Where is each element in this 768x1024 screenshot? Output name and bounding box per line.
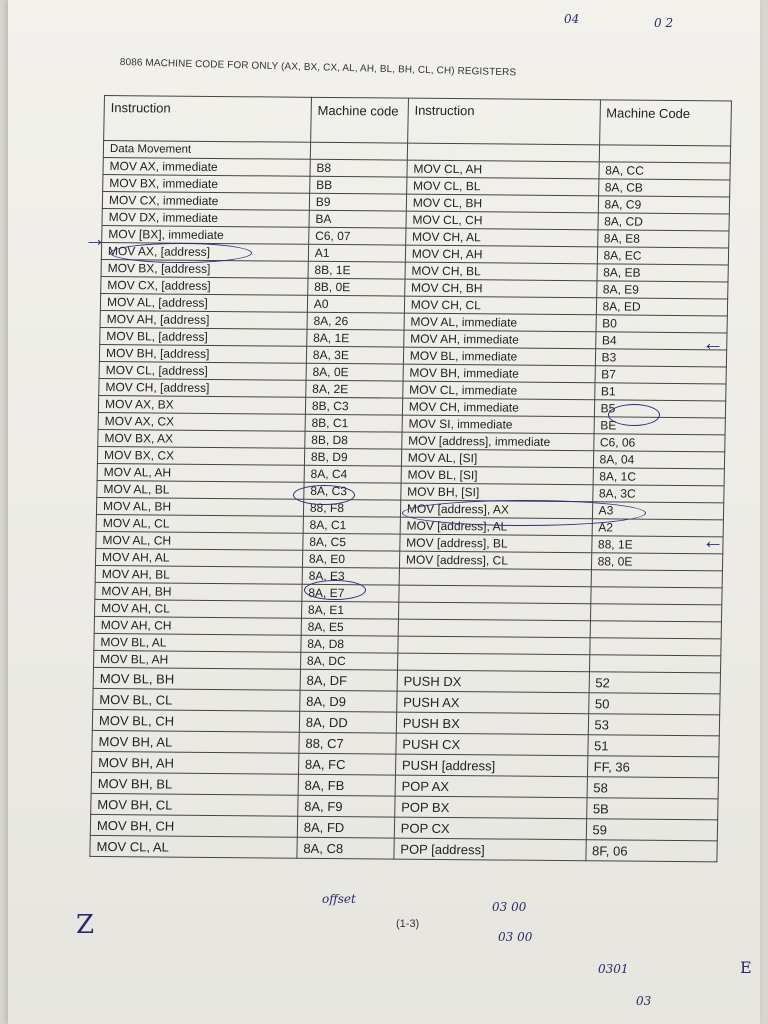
machine-code-cell: A0	[307, 295, 404, 313]
pen-circle-mark	[304, 580, 366, 600]
machine-code-cell: 8A, E5	[301, 618, 398, 636]
handwritten-note-top-left: 04	[564, 12, 580, 26]
machine-code-cell: 8A, 1E	[307, 329, 404, 347]
instruction-cell-2	[398, 602, 590, 621]
machine-code-cell-2: B7	[595, 366, 727, 384]
pen-circle-mark	[293, 485, 355, 505]
machine-code-cell-2: B3	[595, 349, 727, 367]
instruction-cell-2: MOV CL, BH	[406, 194, 598, 213]
machine-code-cell-2	[590, 604, 722, 622]
instruction-cell-2: MOV CH, AH	[405, 245, 597, 264]
instruction-cell: MOV BH, CL	[91, 793, 298, 816]
instruction-cell-2: MOV [address], immediate	[402, 432, 594, 451]
instruction-cell: MOV BH, AH	[91, 751, 298, 774]
instruction-cell: MOV BL, CL	[93, 688, 300, 711]
instruction-cell: MOV BX, CX	[97, 446, 304, 465]
instruction-cell-2	[399, 568, 591, 587]
instruction-cell: MOV AL, [address]	[100, 293, 307, 312]
machine-code-cell: 8A, FC	[298, 753, 395, 775]
machine-code-cell-2: A2	[592, 519, 724, 537]
machine-code-cell-2: 8A, 1C	[593, 468, 725, 486]
instruction-cell: MOV BL, AH	[94, 650, 301, 669]
table-header-row	[104, 96, 732, 146]
machine-code-cell-2	[591, 570, 723, 588]
machine-code-cell-2	[590, 621, 722, 639]
machine-code-cell-2: 8A, EB	[597, 264, 729, 282]
pen-arrow-icon: →	[84, 226, 106, 251]
instruction-cell-2: MOV AL, [SI]	[401, 449, 593, 468]
machine-code-table	[89, 95, 732, 862]
instruction-cell: MOV AH, BH	[95, 582, 302, 601]
instruction-cell-2: MOV [address], CL	[399, 551, 591, 570]
instruction-cell-2: MOV BL, immediate	[403, 347, 595, 366]
page-number: (1-3)	[396, 918, 420, 930]
instruction-cell-2: MOV [address], AX	[400, 500, 592, 519]
instruction-cell: MOV AH, CL	[94, 599, 301, 618]
machine-code-cell: 8A, D8	[301, 635, 398, 653]
instruction-cell-2: MOV CH, AL	[405, 228, 597, 247]
instruction-cell: MOV AL, CL	[96, 514, 303, 533]
machine-code-cell: 8B, C3	[305, 397, 402, 415]
machine-code-cell: 8A, F9	[298, 795, 395, 817]
machine-code-cell-2: 53	[588, 714, 720, 736]
machine-code-cell-2: 8A, CB	[598, 179, 730, 197]
instruction-cell-2	[398, 619, 590, 638]
machine-code-cell: 8A, DD	[299, 711, 396, 733]
page-heading: 8086 MACHINE CODE FOR ONLY (AX, BX, CX, AL, AH, BL, BH, CL, CH) REGISTERS	[119, 57, 517, 79]
section-empty-cell	[407, 143, 599, 162]
instruction-cell-2: POP CX	[394, 817, 586, 840]
instruction-cell-2: MOV CH, CL	[404, 296, 596, 315]
instruction-cell-2	[399, 585, 591, 604]
machine-code-cell-2: 8A, E8	[597, 230, 729, 248]
instruction-cell: MOV AH, [address]	[100, 310, 307, 329]
machine-code-cell-2: C6, 06	[593, 434, 725, 452]
machine-code-cell: 8A, FB	[298, 774, 395, 796]
machine-code-cell-2: FF, 36	[587, 756, 719, 778]
instruction-cell: MOV CX, [address]	[101, 276, 308, 295]
instruction-cell-2: PUSH AX	[396, 691, 588, 714]
instruction-cell: MOV AH, AL	[95, 548, 302, 567]
pen-arrow-icon: ←	[702, 330, 724, 355]
machine-code-cell-2: 5B	[586, 798, 718, 820]
header-machine-code: Machine code	[310, 97, 408, 143]
instruction-cell: MOV AH, CH	[94, 616, 301, 635]
instruction-cell-2: MOV CL, CH	[406, 211, 598, 230]
machine-code-cell-2: B1	[594, 383, 726, 401]
machine-code-cell: 8B, C1	[305, 414, 402, 432]
machine-code-cell: 8A, 0E	[306, 363, 403, 381]
instruction-cell-2: PUSH DX	[397, 670, 589, 693]
machine-code-cell: 8A, C1	[303, 516, 400, 534]
machine-code-cell-2	[589, 655, 721, 673]
machine-code-cell: 8B, 1E	[308, 261, 405, 279]
machine-code-cell-2: B5	[594, 400, 726, 418]
machine-code-cell-2	[589, 638, 721, 656]
instruction-cell-2: MOV CL, BL	[406, 177, 598, 196]
instruction-cell-2	[398, 636, 590, 655]
instruction-cell-2: MOV CH, immediate	[402, 398, 594, 417]
machine-code-cell-2: 59	[586, 819, 718, 841]
instruction-cell: MOV BL, AL	[94, 633, 301, 652]
machine-code-cell-2: 8F, 06	[585, 840, 717, 862]
instruction-cell: MOV AL, AH	[97, 463, 304, 482]
instruction-cell-2: PUSH BX	[396, 712, 588, 735]
instruction-cell: MOV BX, immediate	[103, 174, 310, 193]
instruction-cell: MOV [BX], immediate	[102, 225, 309, 244]
instruction-cell: MOV CL, [address]	[99, 361, 306, 380]
machine-code-cell-2: 52	[589, 672, 721, 694]
handwritten-note: 03 00	[498, 930, 533, 944]
instruction-cell-2: PUSH [address]	[395, 754, 587, 777]
machine-code-cell: 8A, FD	[297, 816, 394, 838]
instruction-cell: MOV BH, BL	[91, 772, 298, 795]
machine-code-cell: 8B, 0E	[308, 278, 405, 296]
instruction-cell: MOV BH, [address]	[99, 344, 306, 363]
instruction-cell: MOV AH, BL	[95, 565, 302, 584]
machine-code-cell: 8A, D9	[300, 690, 397, 712]
machine-code-cell-2: 8A, C9	[598, 196, 730, 214]
pen-circle-mark	[402, 500, 646, 526]
pen-circle-mark	[608, 404, 660, 426]
machine-code-cell-2: BE	[594, 417, 726, 435]
machine-code-cell-2: B4	[595, 332, 727, 350]
table-row	[90, 835, 717, 861]
machine-code-cell-2: 8A, CD	[598, 213, 730, 231]
instruction-cell: MOV BH, CH	[90, 814, 297, 837]
instruction-cell-2: MOV CH, BL	[405, 262, 597, 281]
machine-code-cell-2: 8A, ED	[596, 298, 728, 316]
section-empty-cell	[599, 145, 731, 163]
machine-code-cell: 88, F8	[303, 499, 400, 517]
machine-code-cell: 8A, 2E	[306, 380, 403, 398]
instruction-cell: MOV AX, CX	[98, 412, 305, 431]
machine-code-cell: B8	[310, 159, 407, 177]
machine-code-cell: 8B, D8	[305, 431, 402, 449]
instruction-cell: MOV AL, BH	[96, 497, 303, 516]
machine-code-cell: 8A, 3E	[306, 346, 403, 364]
handwritten-letter: Z	[76, 910, 95, 940]
machine-code-cell-2: B0	[596, 315, 728, 333]
instruction-cell-2: MOV AH, immediate	[403, 330, 595, 349]
machine-code-cell: B9	[309, 193, 406, 211]
pen-circle-mark	[110, 243, 252, 263]
instruction-cell: MOV AX, [address]	[101, 242, 308, 261]
instruction-cell-2: MOV [address], BL	[400, 534, 592, 553]
instruction-cell-2: MOV SI, immediate	[402, 415, 594, 434]
machine-code-cell-2: 51	[587, 735, 719, 757]
pen-arrow-icon: ←	[702, 528, 724, 553]
machine-code-cell: 8A, C4	[304, 465, 401, 483]
instruction-cell: MOV CL, AL	[90, 835, 297, 858]
instruction-cell-2: POP [address]	[394, 838, 586, 861]
machine-code-cell: 8A, DF	[300, 669, 397, 691]
instruction-cell: MOV BL, [address]	[100, 327, 307, 346]
machine-code-cell: 8B, D9	[304, 448, 401, 466]
instruction-cell-2: MOV BH, [SI]	[401, 483, 593, 502]
machine-code-cell-2	[590, 587, 722, 605]
handwritten-note: 0301	[598, 962, 629, 976]
instruction-cell: MOV AL, BL	[97, 480, 304, 499]
handwritten-letter: E	[740, 958, 752, 977]
machine-code-cell-2: 88, 0E	[591, 553, 723, 571]
header-machine-code-2: Machine Code	[599, 100, 731, 146]
machine-code-cell-2: A3	[592, 502, 724, 520]
machine-code-cell: BA	[309, 210, 406, 228]
machine-code-cell: 88, C7	[299, 732, 396, 754]
instruction-cell: MOV CX, immediate	[102, 191, 309, 210]
machine-code-cell: BB	[309, 176, 406, 194]
instruction-cell-2: MOV AL, immediate	[404, 313, 596, 332]
instruction-cell-2: POP AX	[395, 775, 587, 798]
instruction-cell: MOV AX, BX	[98, 395, 305, 414]
instruction-cell-2: MOV CL, AH	[407, 160, 599, 179]
instruction-cell: MOV BH, AL	[92, 730, 299, 753]
instruction-cell-2: POP BX	[394, 796, 586, 819]
instruction-cell: MOV AX, immediate	[103, 157, 310, 176]
machine-code-cell: 8A, C3	[304, 482, 401, 500]
instruction-cell: MOV BL, BH	[93, 667, 300, 690]
instruction-cell-2: MOV [address], AL	[400, 517, 592, 536]
machine-code-cell-2: 8A, CC	[599, 162, 731, 180]
instruction-cell-2	[397, 653, 589, 672]
header-instruction: Instruction	[104, 96, 312, 143]
document-page	[8, 0, 760, 1024]
machine-code-cell-2: 50	[588, 693, 720, 715]
machine-code-cell: 8A, C5	[303, 533, 400, 551]
instruction-cell-2: MOV CH, BH	[404, 279, 596, 298]
instruction-cell: MOV BX, AX	[98, 429, 305, 448]
instruction-cell-2: MOV BH, immediate	[403, 364, 595, 383]
handwritten-note: 03	[636, 994, 652, 1008]
machine-code-cell: A1	[308, 244, 405, 262]
instruction-cell: MOV AL, CH	[96, 531, 303, 550]
machine-code-cell: 8A, E3	[302, 567, 399, 585]
machine-code-cell-2: 8A, 3C	[592, 485, 724, 503]
machine-code-cell-2: 58	[587, 777, 719, 799]
machine-code-cell: 8A, E7	[302, 584, 399, 602]
instruction-cell: MOV DX, immediate	[102, 208, 309, 227]
instruction-cell-2: MOV CL, immediate	[403, 381, 595, 400]
machine-code-cell-2: 8A, 04	[593, 451, 725, 469]
machine-code-cell-2: 88, 1E	[591, 536, 723, 554]
section-empty-cell	[310, 142, 407, 160]
instruction-cell-2: MOV BL, [SI]	[401, 466, 593, 485]
handwritten-note-top-right: 0 2	[654, 16, 674, 30]
machine-code-cell: 8A, E1	[301, 601, 398, 619]
machine-code-cell: 8A, E0	[302, 550, 399, 568]
section-label: Data Movement	[103, 140, 310, 159]
handwritten-note: 03 00	[492, 900, 527, 914]
instruction-cell: MOV BL, CH	[92, 709, 299, 732]
machine-code-cell-2: 8A, E9	[596, 281, 728, 299]
instruction-cell-2: PUSH CX	[396, 733, 588, 756]
machine-code-cell: 8A, 26	[307, 312, 404, 330]
machine-code-cell: 8A, C8	[297, 837, 394, 859]
machine-code-cell-2: 8A, EC	[597, 247, 729, 265]
machine-code-cell: 8A, DC	[300, 652, 397, 670]
handwritten-signature: offset	[322, 892, 356, 906]
machine-code-cell: C6, 07	[309, 227, 406, 245]
instruction-cell: MOV CH, [address]	[99, 378, 306, 397]
header-instruction-2: Instruction	[407, 98, 600, 145]
instruction-cell: MOV BX, [address]	[101, 259, 308, 278]
